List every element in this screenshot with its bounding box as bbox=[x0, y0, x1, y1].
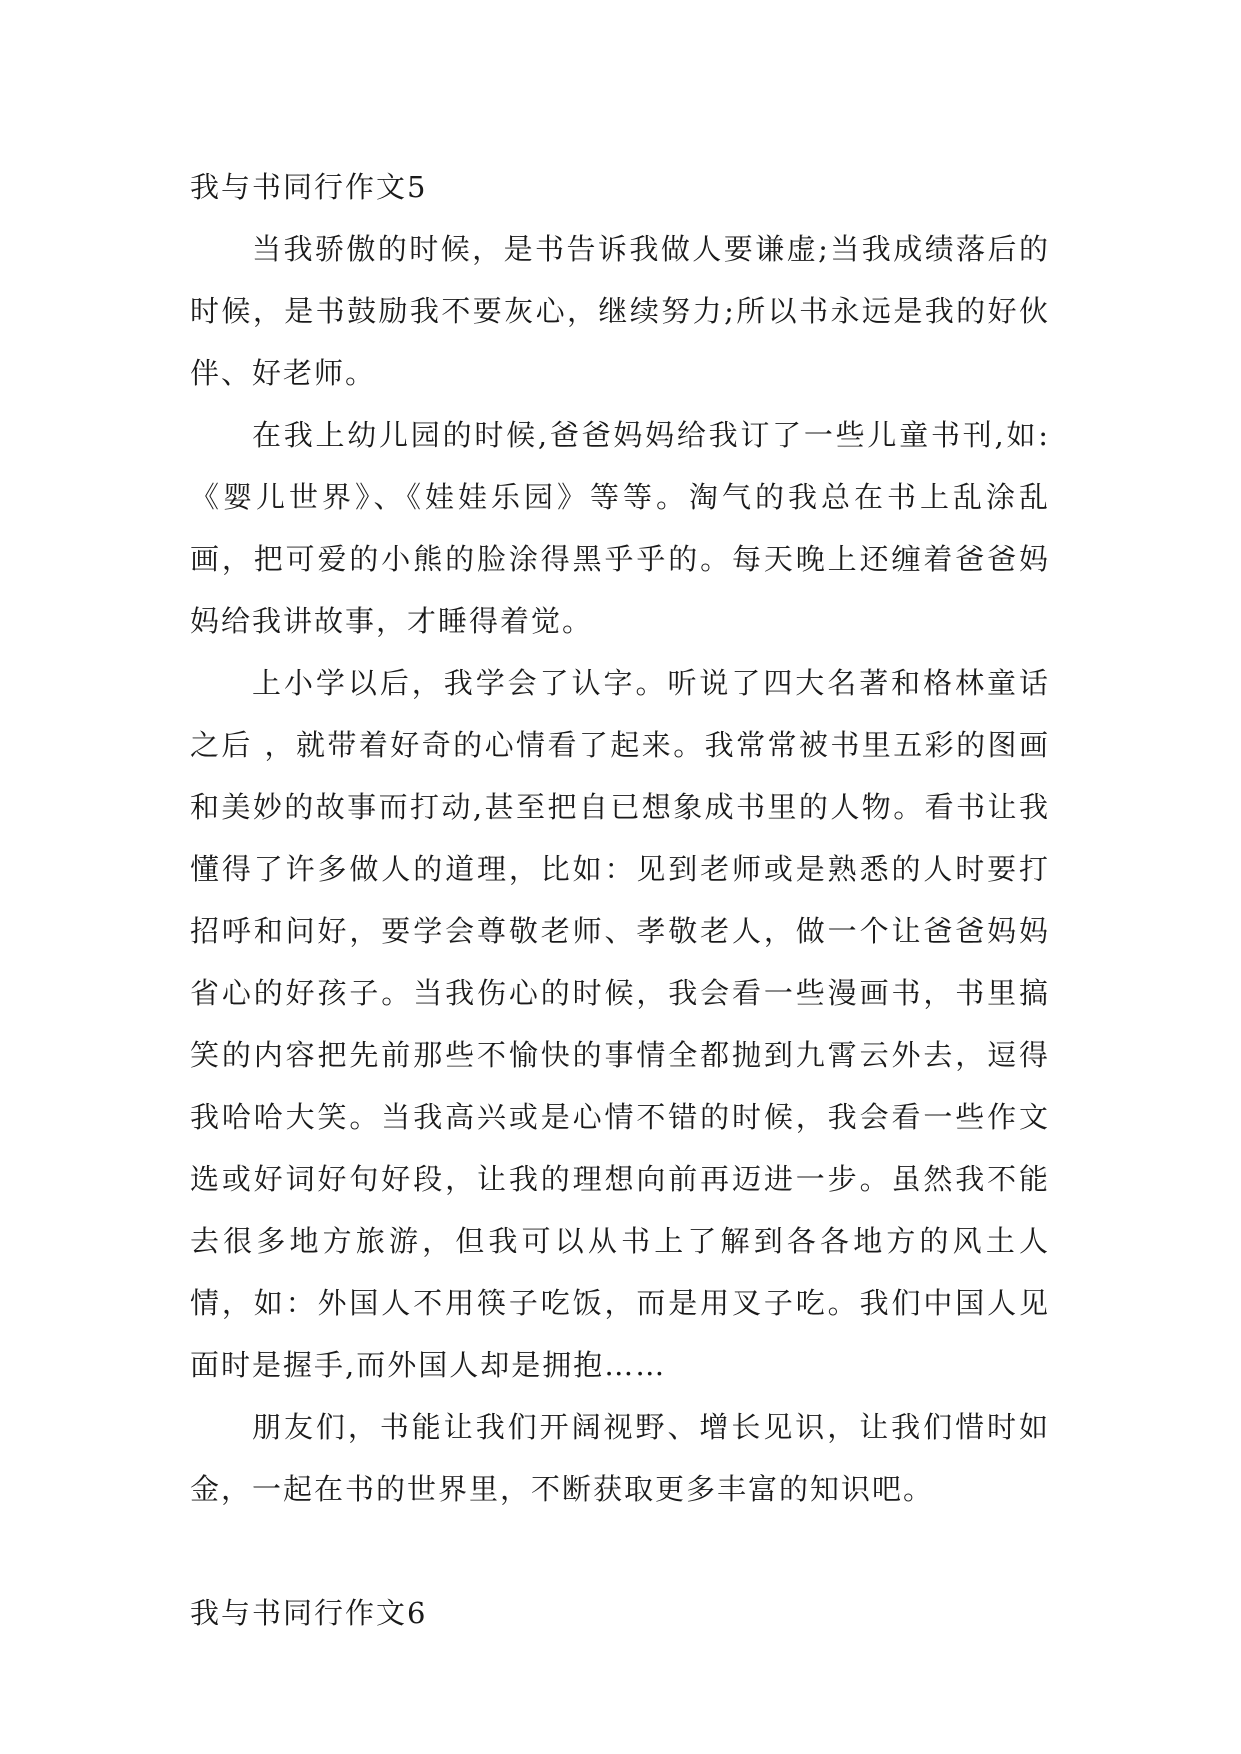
paragraph: 在我上幼儿园的时候,爸爸妈妈给我订了一些儿童书刊,如:《婴儿世界》、《娃娃乐园》等等。淘气的我总在书上乱涂乱画，把可爱的小熊的脸涂得黑乎乎的。每天晚上还缠着爸爸妈妈给我讲故事，才睡得着觉。 bbox=[190, 418, 1050, 638]
document-body bbox=[190, 156, 1050, 1644]
paragraph: 上小学以后，我学会了认字。听说了四大名著和格林童话之后 ，就带着好奇的心情看了起来。我常常被书里五彩的图画和美妙的故事而打动,甚至把自已想象成书里的人物。看书让我懂得了许多做人的道理，比如：见到老师或是熟悉的人时要打招呼和问好，要学会尊敬老师、孝敬老人，做一个让爸爸妈妈省心的好孩子。当我伤心的时候，我会看一些漫画书，书里搞笑的内容把先前那些不愉快的事情全都抛到九霄云外去，逗得我哈哈大笑。当我高兴或是心情不错的时候，我会看一些作文选或好词好句好段，让我的理想向前再迈进一步。虽然我不能去很多地方旅游，但我可以从书上了解到各各地方的风土人情，如：外国人不用筷子吃饭，而是用叉子吃。我们中国人见面时是握手,而外国人却是拥抱…… bbox=[190, 666, 1050, 1382]
paragraph: 当我骄傲的时候，是书告诉我做人要谦虚;当我成绩落后的时候，是书鼓励我不要灰心，继续努力;所以书永远是我的好伙伴、好老师。 bbox=[190, 232, 1050, 390]
section-title: 我与书同行作文6 bbox=[190, 1596, 428, 1630]
section-title: 我与书同行作文5 bbox=[190, 170, 428, 204]
paragraph: 朋友们，书能让我们开阔视野、增长见识，让我们惜时如金，一起在书的世界里，不断获取更多丰富的知识吧。 bbox=[190, 1410, 1050, 1506]
